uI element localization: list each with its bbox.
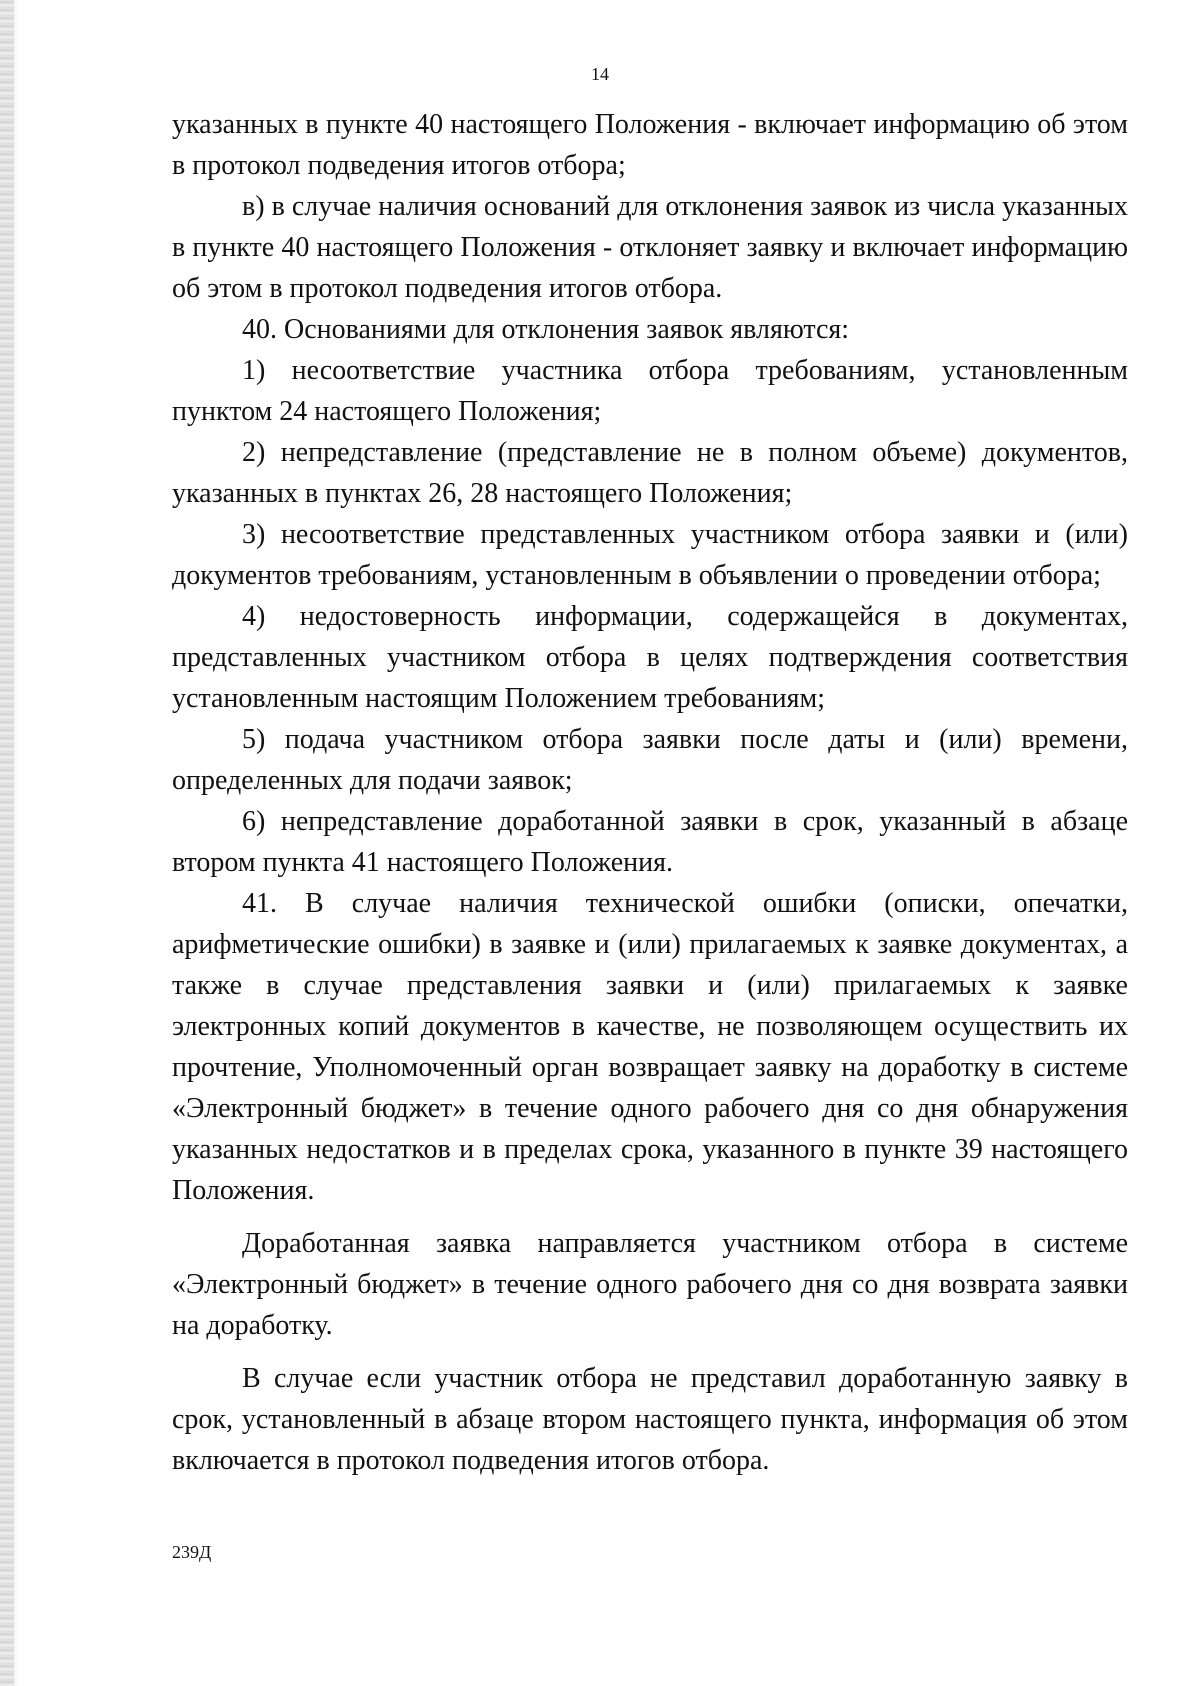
paragraph-item-6: 6) непредставление доработанной заявки в срок, указанный в абзаце втором пункта 41 настоящего Положения. [172,806,1128,878]
document-code: 239Д [172,1542,212,1562]
paragraph-continuation: указанных в пункте 40 настоящего Положения - включает информацию об этом в протокол подведения итогов отбора; [172,109,1128,181]
paragraph-item-v: в) в случае наличия оснований для отклонения заявок из числа указанных в пункте 40 настоящего Положения - отклоняет заявку и включает информацию об этом в протокол подведения итогов отбора. [172,191,1128,304]
paragraph-item-1: 1) несоответствие участника отбора требованиям, установленным пунктом 24 настоящего Положения; [172,355,1128,427]
paragraph-clause-40: 40. Основаниями для отклонения заявок являются: [242,314,850,345]
page-number: 14 [591,64,609,84]
paragraph-clause-41: 41. В случае наличия технической ошибки (описки, опечатки, арифметические ошибки) в заявке и (или) прилагаемых к заявке документах, а также в случае представления заявки и (или) прилагаемых к заявке электронных копий документов в качестве, не позволяющем осуществить их прочтение, Уполномоченный орган возвращает заявку на доработку в системе «Электронный бюджет» в течение одного рабочего дня со дня обнаружения указанных недостатков и в пределах срока, указанного в пункте 39 настоящего Положения. [172,888,1128,1206]
paragraph-not-submitted: В случае если участник отбора не представил доработанную заявку в срок, установленный в абзаце втором настоящего пункта, информация об этом включается в протокол подведения итогов отбора. [172,1363,1128,1476]
paragraph-item-2: 2) непредставление (представление не в полном объеме) документов, указанных в пунктах 26, 28 настоящего Положения; [172,437,1128,509]
scan-edge-fade [14,0,18,1686]
paragraph-item-5: 5) подача участником отбора заявки после даты и (или) времени, определенных для подачи заявок; [172,724,1128,796]
scan-edge-shadow [0,0,14,1686]
document-body [172,104,1128,1481]
paragraph-item-3: 3) несоответствие представленных участником отбора заявки и (или) документов требованиям, установленным в объявлении о проведении отбора; [172,519,1128,591]
paragraph-item-4: 4) недостоверность информации, содержащейся в документах, представленных участником отбора в целях подтверждения соответствия установленным настоящим Положением требованиям; [172,601,1128,714]
paragraph-revised-application: Доработанная заявка направляется участником отбора в системе «Электронный бюджет» в течение одного рабочего дня со дня возврата заявки на доработку. [172,1228,1128,1341]
